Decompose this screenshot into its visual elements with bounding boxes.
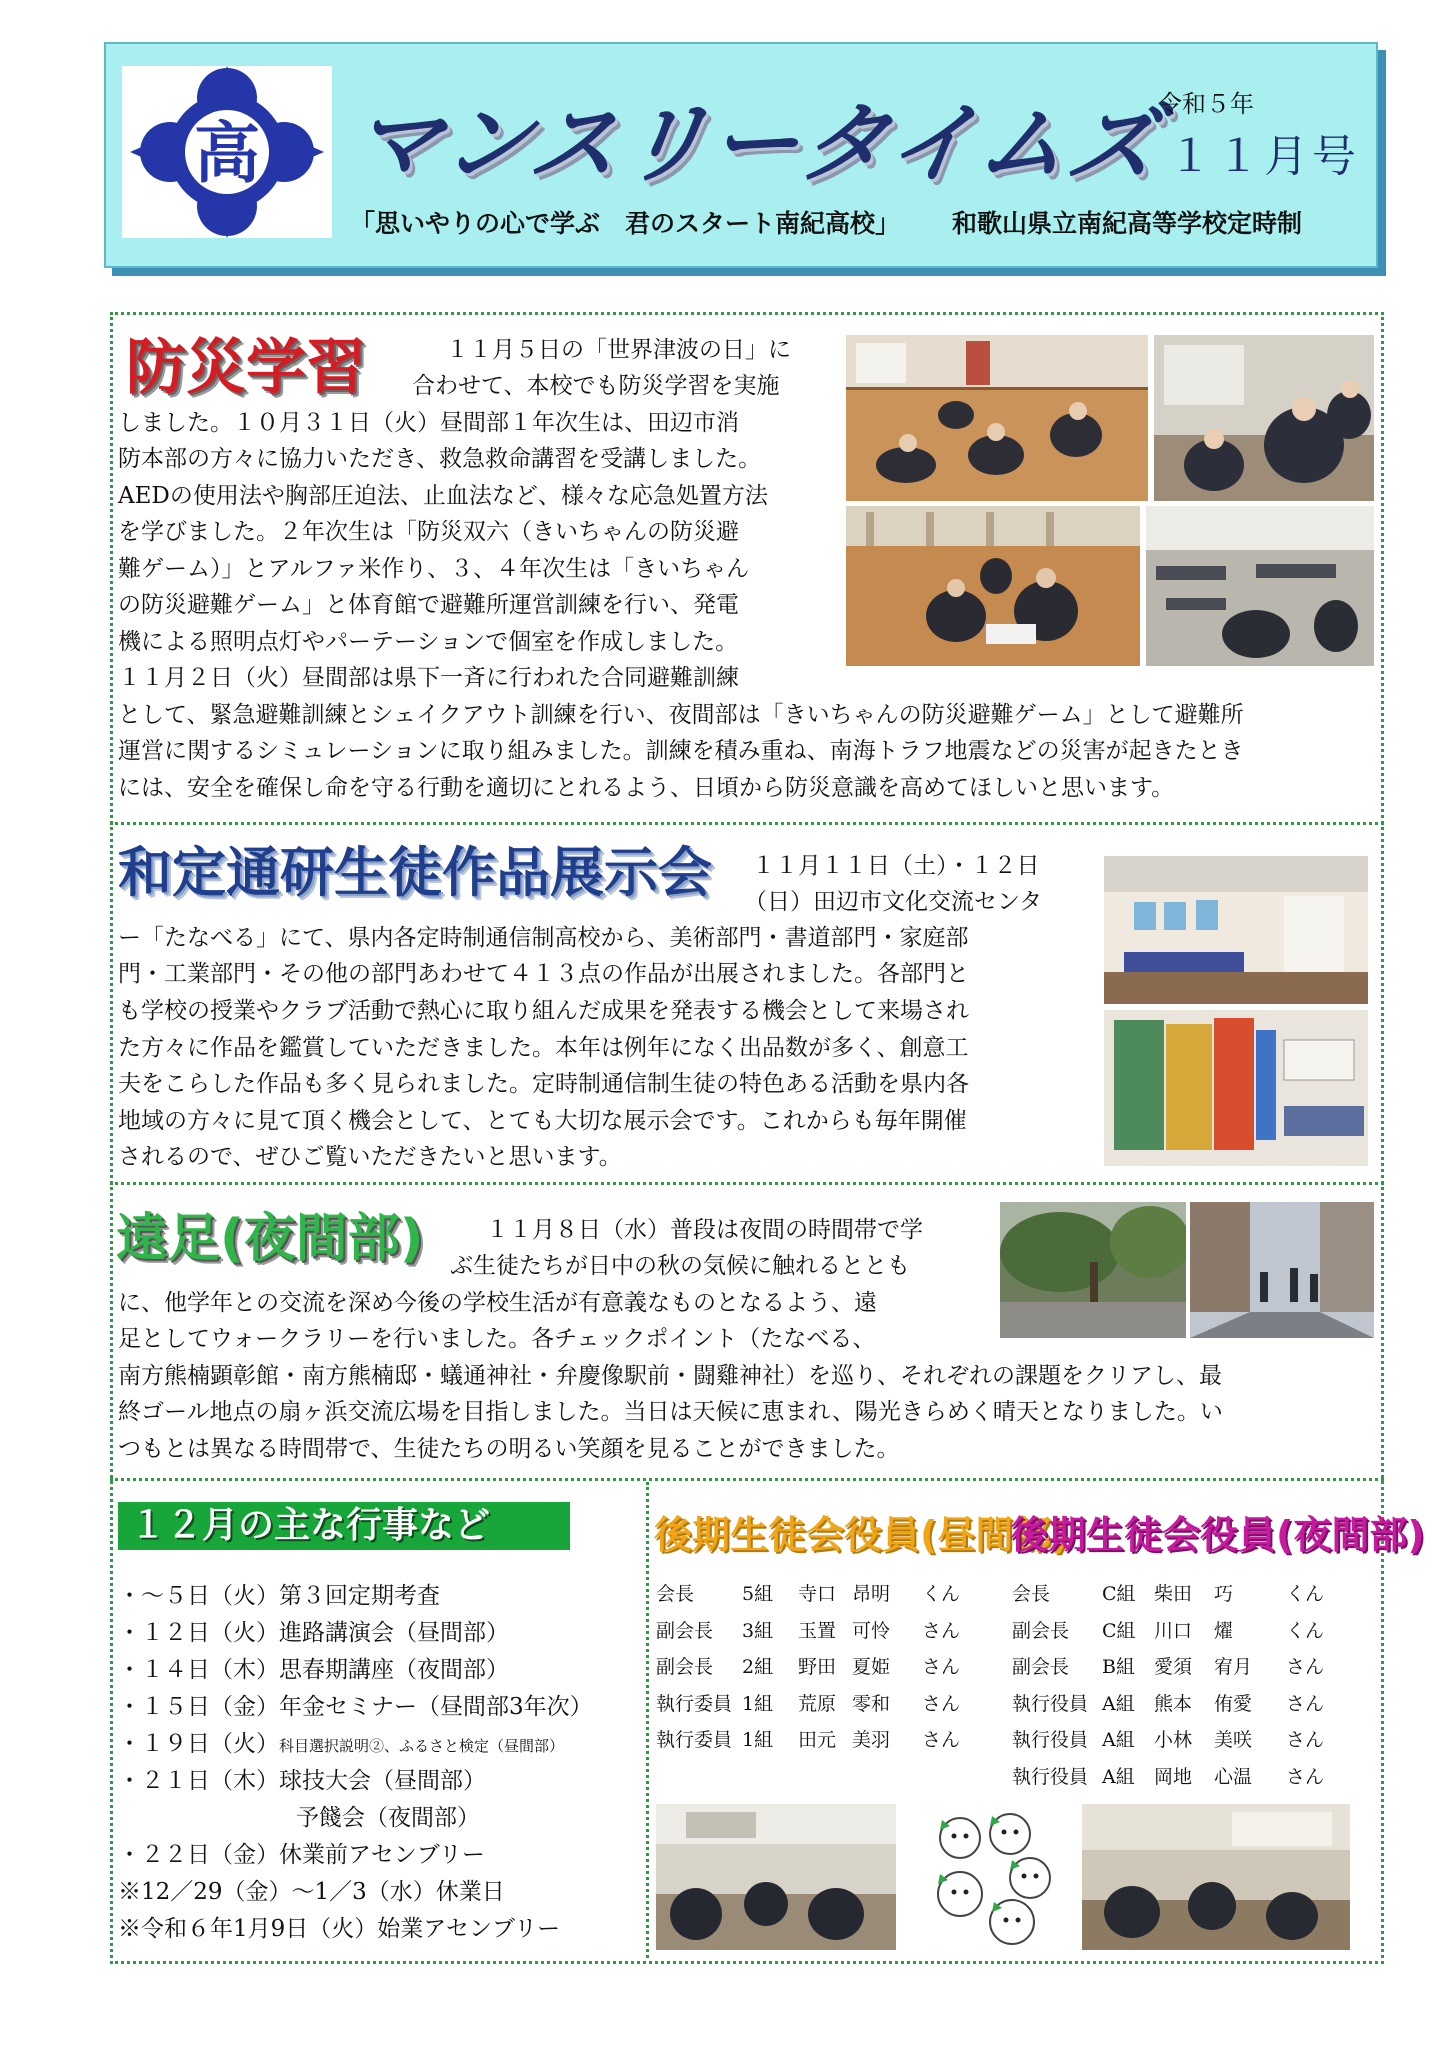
section-divider <box>110 1478 1384 1481</box>
bousai-line: AEDの使用法や胸部圧迫法、止血法など、様々な応急処置方法 <box>118 483 768 509</box>
officer-honorific: くん <box>922 1583 961 1605</box>
exhibit-line: 夫をこらした作品も多く見られました。定時制通信制生徒の特色ある活動を県内各 <box>118 1071 969 1097</box>
officer-class: A組 <box>1102 1765 1135 1788</box>
newsletter-title: マンスリータイムズ <box>345 92 1166 195</box>
officers-night-list <box>1012 1576 1324 1795</box>
officer-honorific: さん <box>922 1656 961 1678</box>
event-note: ※12／29（金）～1／3（水）休業日 <box>118 1879 505 1905</box>
bousai-line: を学びました。２年次生は「防災双六（きいちゃんの防災避 <box>118 519 739 545</box>
event-date: ・２１日（木） <box>118 1768 279 1794</box>
event-item <box>118 1652 509 1689</box>
bousai-line: 機による照明点灯やパーテーションで個室を作成しました。 <box>118 629 739 655</box>
officer-given: 昂明 <box>852 1583 891 1605</box>
officer-role: 執行委員 <box>656 1692 733 1715</box>
officer-class: A組 <box>1102 1729 1135 1751</box>
officer-role: 執行委員 <box>656 1729 733 1751</box>
officer-honorific: さん <box>1286 1765 1325 1788</box>
issue-era: 令和５年 <box>1158 90 1254 118</box>
ensoku-line: ぶ生徒たちが日中の秋の気候に触れるととも <box>450 1253 910 1279</box>
officer-row <box>1012 1722 1324 1759</box>
officer-given: 侑愛 <box>1214 1692 1253 1715</box>
officer-given: 燿 <box>1214 1619 1234 1642</box>
logo-char: 高 <box>194 114 260 192</box>
event-text: 思春期講座（夜間部） <box>279 1657 509 1683</box>
officer-role: 副会長 <box>1012 1656 1070 1678</box>
event-text: 予餞会（夜間部） <box>296 1805 480 1831</box>
exhibit-line: （日）田辺市文化交流センタ <box>744 889 1043 915</box>
bousai-line: には、安全を確保し命を守る行動を適切にとれるよう、日頃から防災意識を高めてほしいと思います。 <box>118 775 1175 801</box>
column-divider <box>646 1482 649 1958</box>
officer-given: 心温 <box>1214 1765 1253 1788</box>
ensoku-line: に、他学年との交流を深め今後の学校生活が有意義なものとなるよう、遠 <box>118 1290 877 1316</box>
officer-honorific: さん <box>922 1729 961 1751</box>
exhibit-line: ー「たなべる」にて、県内各定時制通信制高校から、美術部門・書道部門・家庭部 <box>118 925 969 951</box>
officer-role: 副会長 <box>1012 1619 1070 1642</box>
officers-day-list <box>656 1576 960 1759</box>
officer-honorific: さん <box>1286 1729 1325 1751</box>
exhibit-line: 門・工業部門・その他の部門あわせて４１３点の作品が出展されました。各部門と <box>118 961 969 987</box>
officer-class: A組 <box>1102 1692 1135 1715</box>
officer-row <box>656 1686 960 1723</box>
photo-meeting-night <box>1082 1804 1350 1950</box>
bousai-line: １１月２日（火）昼間部は県下一斉に行われた合同避難訓練 <box>118 665 739 691</box>
officer-given: 零和 <box>852 1692 891 1715</box>
event-text-small: 科目選択説明②、ふるさと検定（昼間部） <box>279 1737 565 1755</box>
officer-role: 会長 <box>656 1583 695 1605</box>
event-text: 第３回定期考査 <box>279 1583 440 1609</box>
photo-cpr-training <box>846 335 1148 501</box>
ensoku-heading: 遠足(夜間部) <box>116 1209 424 1269</box>
officer-surname: 寺口 <box>798 1583 837 1605</box>
officer-row <box>1012 1576 1324 1613</box>
event-item <box>118 1689 593 1726</box>
officers-day-heading: 後期生徒会役員(昼間部) <box>654 1513 1069 1557</box>
event-date: ・２２日（金） <box>118 1842 279 1868</box>
exhibit-heading: 和定通研生徒作品展示会 <box>118 841 712 904</box>
photo-street-walk <box>1190 1202 1374 1338</box>
bousai-line: １１月５日の「世界津波の日」に <box>446 337 791 363</box>
event-item <box>118 1763 486 1800</box>
officer-honorific: さん <box>922 1619 961 1642</box>
officer-class: 5組 <box>742 1583 774 1605</box>
photo-aed-practice <box>846 506 1140 666</box>
bousai-line: しました。１０月３１日（火）昼間部１年次生は、田辺市消 <box>118 410 739 436</box>
officer-class: C組 <box>1102 1619 1136 1642</box>
officer-honorific: さん <box>1286 1692 1325 1715</box>
exhibit-line: も学校の授業やクラブ活動で熱心に取り組んだ成果を発表する機会として来場され <box>118 998 969 1024</box>
officer-surname: 柴田 <box>1154 1583 1193 1605</box>
event-date: ・１４日（木） <box>118 1657 279 1683</box>
event-item <box>118 1837 485 1874</box>
officer-given: 美羽 <box>852 1729 891 1751</box>
officer-honorific: くん <box>1286 1619 1325 1642</box>
officer-role: 副会長 <box>656 1619 714 1642</box>
officers-night-heading: 後期生徒会役員(夜間部) <box>1010 1513 1425 1557</box>
event-text: 休業前アセンブリー <box>279 1842 485 1868</box>
officer-given: 宥月 <box>1214 1656 1253 1678</box>
event-text: 球技大会（昼間部） <box>279 1768 486 1794</box>
ensoku-line: 終ゴール地点の扇ヶ浜交流広場を目指しました。当日は天候に恵まれ、陽光きらめく晴天となりました。い <box>118 1399 1223 1425</box>
officer-row <box>656 1722 960 1759</box>
officer-row <box>1012 1759 1324 1796</box>
officer-row <box>1012 1686 1324 1723</box>
bousai-line: 防本部の方々に協力いただき、救急救命講習を受講しました。 <box>118 446 762 472</box>
officer-row <box>656 1649 960 1686</box>
officer-given: 巧 <box>1214 1583 1234 1605</box>
bousai-line: 難ゲーム）」とアルファ米作り、３、４年次生は「きいちゃん <box>118 556 750 582</box>
officer-honorific: くん <box>1286 1583 1325 1605</box>
photo-shelter-room <box>1146 506 1374 666</box>
bousai-line: 合わせて、本校でも防災学習を実施 <box>412 373 780 399</box>
officer-surname: 小林 <box>1154 1729 1193 1751</box>
school-slogan: 「思いやりの心で学ぶ 君のスタート南紀高校」 <box>350 209 901 238</box>
event-text: 進路講演会（昼間部） <box>279 1620 509 1646</box>
event-note: ※令和６年1月9日（火）始業アセンブリー <box>118 1916 561 1942</box>
exhibit-line: １１月１１日（土）・１２日 <box>752 853 1040 879</box>
bousai-line: として、緊急避難訓練とシェイクアウト訓練を行い、夜間部は「きいちゃんの防災避難ゲーム」として避難所 <box>118 702 1244 728</box>
event-date: ・１９日（火） <box>118 1731 279 1757</box>
ensoku-line: 足としてウォークラリーを行いました。各チェックポイント（たなべる、 <box>118 1326 876 1352</box>
officer-row <box>1012 1649 1324 1686</box>
exhibit-line: されるので、ぜひご覧いただきたいと思います。 <box>118 1144 622 1170</box>
officer-surname: 田元 <box>798 1729 837 1751</box>
officer-honorific: さん <box>1286 1656 1325 1678</box>
section-divider <box>110 1182 1384 1185</box>
officer-row <box>1012 1613 1324 1650</box>
officer-row <box>656 1576 960 1613</box>
officer-role: 会長 <box>1012 1583 1051 1605</box>
officer-surname: 川口 <box>1154 1619 1193 1642</box>
bousai-heading: 防災学習 <box>126 333 366 403</box>
ensoku-line: つもとは異なる時間帯で、生徒たちの明るい笑顔を見ることができました。 <box>118 1436 900 1462</box>
officer-surname: 岡地 <box>1154 1765 1193 1788</box>
officer-honorific: さん <box>922 1692 961 1715</box>
officer-role: 執行役員 <box>1012 1692 1089 1715</box>
event-item <box>118 1578 440 1615</box>
officer-surname: 玉置 <box>798 1619 837 1642</box>
event-item <box>118 1726 564 1765</box>
officer-role: 執行役員 <box>1012 1729 1089 1751</box>
events-heading: １２月の主な行事など <box>118 1502 570 1550</box>
ensoku-line: １１月８日（水）普段は夜間の時間帯で学 <box>486 1217 923 1243</box>
masthead <box>104 42 1378 268</box>
school-name: 和歌山県立南紀高等学校定時制 <box>952 209 1303 238</box>
officer-given: 美咲 <box>1214 1729 1253 1751</box>
photo-shrine-trees <box>1000 1202 1186 1338</box>
officer-class: B組 <box>1102 1656 1135 1678</box>
event-date: ・１２日（火） <box>118 1620 279 1646</box>
issue-month: １１月号 <box>1168 131 1360 182</box>
officer-surname: 熊本 <box>1154 1692 1193 1715</box>
officer-given: 可怜 <box>852 1619 891 1642</box>
bousai-line: の防災避難ゲーム」と体育館で避難所運営訓練を行い、発電 <box>118 592 739 618</box>
officer-class: 1組 <box>742 1692 774 1715</box>
event-item <box>118 1615 509 1652</box>
officer-role: 執行役員 <box>1012 1765 1089 1788</box>
section-divider <box>110 822 1384 825</box>
event-item <box>296 1800 480 1837</box>
officer-row <box>656 1613 960 1650</box>
photo-artworks <box>1104 1010 1368 1166</box>
event-date: ・１５日（金） <box>118 1694 279 1720</box>
mascot-kiichan-icon <box>920 1804 1060 1950</box>
photo-exhibition-hall <box>1104 856 1368 1004</box>
officer-role: 副会長 <box>656 1656 714 1678</box>
officer-surname: 野田 <box>798 1656 837 1678</box>
officer-class: 3組 <box>742 1619 774 1642</box>
officer-class: 2組 <box>742 1656 774 1678</box>
officer-class: C組 <box>1102 1583 1136 1605</box>
photo-meeting-day <box>656 1804 896 1950</box>
school-emblem-icon <box>122 66 332 238</box>
photo-classroom-game <box>1154 335 1374 501</box>
bousai-line: 運営に関するシミュレーションに取り組みました。訓練を積み重ね、南海トラフ地震などの災害が起きたとき <box>118 738 1244 764</box>
exhibit-line: た方々に作品を鑑賞していただきました。本年は例年になく出品数が多く、創意工 <box>118 1035 969 1061</box>
event-text: 年金セミナー（昼間部3年次） <box>279 1694 593 1720</box>
officer-class: 1組 <box>742 1729 774 1751</box>
exhibit-line: 地域の方々に見て頂く機会として、とても大切な展示会です。これからも毎年開催 <box>118 1108 967 1134</box>
event-date: ・～５日（火） <box>118 1583 279 1609</box>
ensoku-line: 南方熊楠顕彰館・南方熊楠邸・蟻通神社・弁慶像駅前・闘雞神社）を巡り、それぞれの課題をクリアし、最 <box>118 1363 1222 1389</box>
officer-given: 夏姫 <box>852 1656 891 1678</box>
officer-surname: 荒原 <box>798 1692 837 1715</box>
officer-surname: 愛須 <box>1154 1656 1193 1678</box>
